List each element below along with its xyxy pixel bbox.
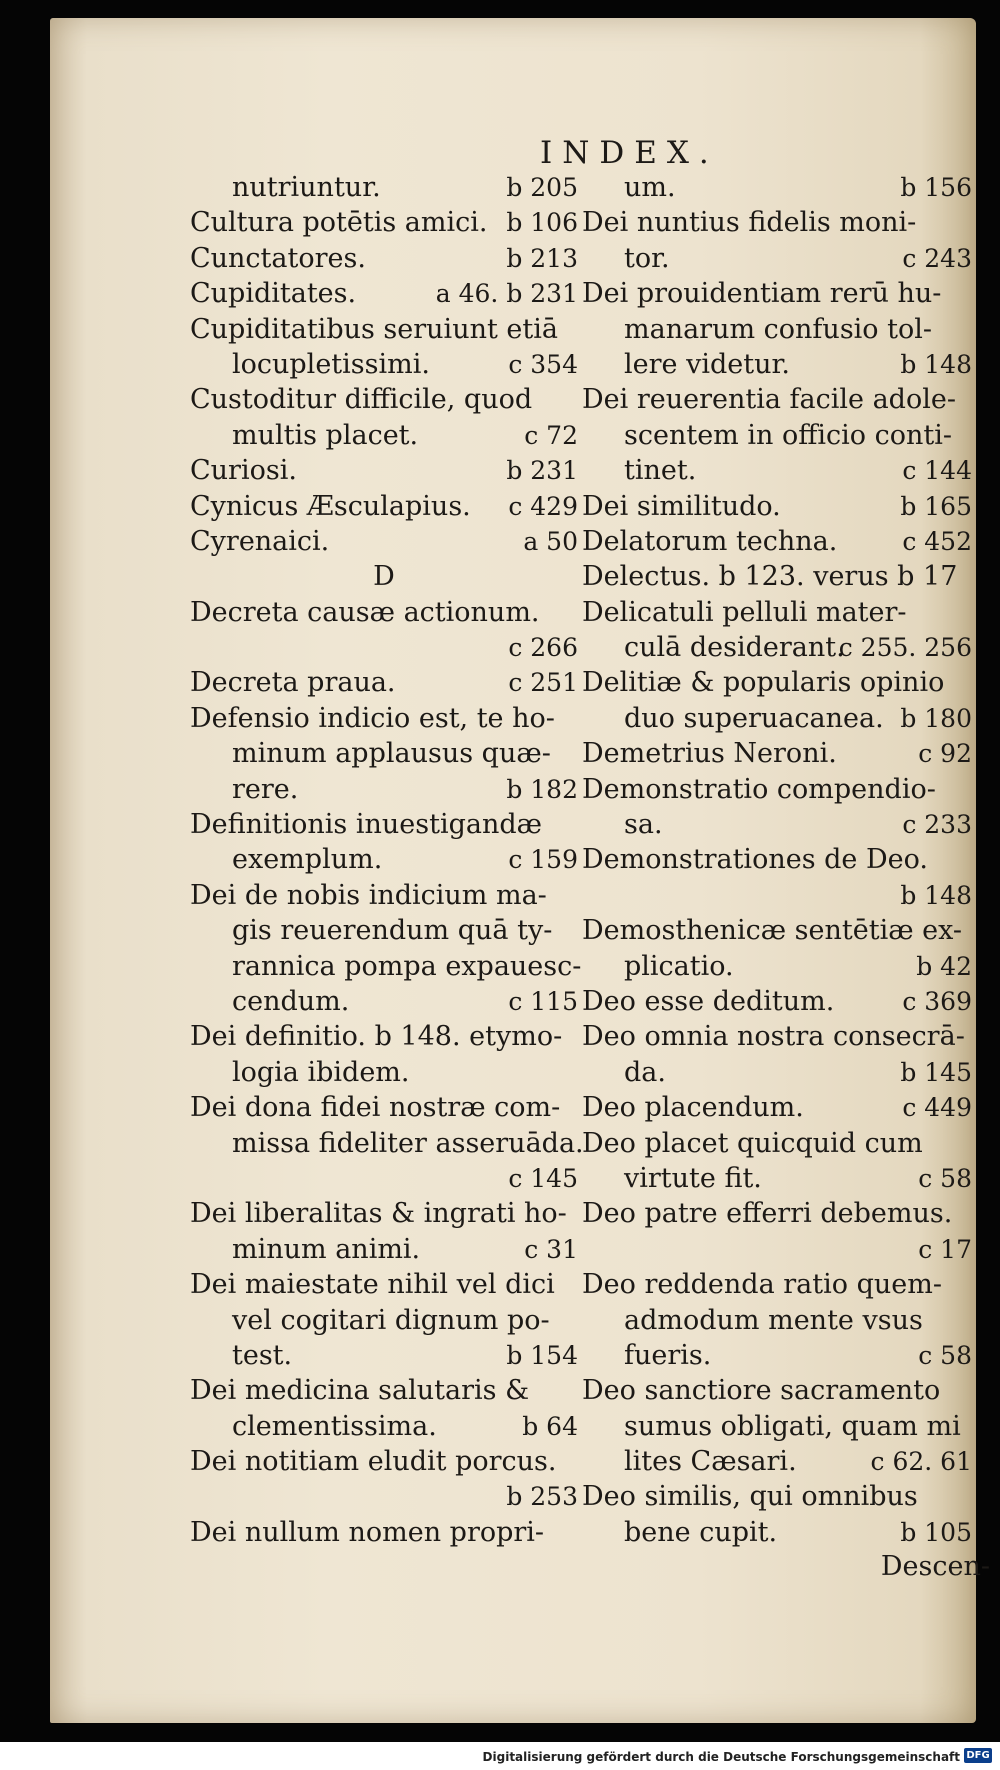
page-reference: c 449 [902,1093,972,1123]
index-line [582,701,972,736]
page-reference: c 452 [902,526,972,556]
page-reference: b 154 [506,1340,578,1370]
index-entry-text: fueris. [624,1339,712,1371]
index-line [190,1232,578,1267]
index-entry-text: sa. [624,809,663,841]
index-line [582,418,972,453]
index-entry-text: Curiosi. [190,455,297,487]
page-reference: b 180 [900,703,972,733]
index-line [582,347,972,382]
index-entry-text: Cyrenaici. [190,525,330,557]
index-entry-text: minum animi. [232,1233,421,1265]
index-line [582,1196,972,1231]
index-entry-text: tor. [624,242,670,274]
index-entry-text: lites Cæsari. [624,1446,797,1478]
index-line [190,630,578,665]
index-line [190,170,578,205]
page-reference: b 205 [506,173,578,202]
index-line [190,1267,578,1302]
index-line [190,736,578,771]
index-line [582,276,972,311]
index-line [190,1373,578,1408]
page-reference: c 115 [508,986,578,1016]
index-line [190,878,578,913]
page-reference: c 92 [918,739,972,769]
index-entry-text: plicatio. [624,950,734,982]
index-entry-text: virtute fit. [624,1162,762,1194]
page-reference: b 182 [506,774,578,804]
index-entry-text: Dei similitudo. [582,490,781,522]
index-line [582,1161,972,1196]
page-reference: c 58 [918,1340,972,1370]
page-reference: c 31 [524,1234,578,1264]
page-reference: c 369 [902,986,972,1016]
index-line [582,1055,972,1090]
index-line [582,772,972,807]
page-reference: b 165 [900,491,972,521]
index-entry-text: rannica pompa expauesc- [232,950,582,982]
index-line [582,807,972,842]
index-line [582,630,972,665]
page-reference: c 159 [508,845,578,875]
index-line [190,701,578,736]
index-entry-text: Dei medicina salutaris & [190,1375,530,1407]
index-line [582,382,972,417]
index-entry-text: Delicatuli pelluli mater- [582,596,907,628]
page-reference: c 251 [508,668,578,698]
catchword: Descen- [880,1551,990,1582]
index-line [190,205,578,240]
index-line [582,559,972,594]
page-reference: b 156 [900,173,972,202]
index-line [190,913,578,948]
index-entry-text: rere. [232,773,299,805]
page-reference: c 72 [524,420,578,450]
index-line [190,1338,578,1373]
index-line [190,524,578,559]
index-entry-text: um. [624,172,676,203]
index-entry-text: vel cogitari dignum po- [232,1304,550,1336]
index-line [190,347,578,382]
index-entry-text: Deo placet quicquid cum [582,1127,923,1159]
index-entry-text: Delectus. b 123. verus b 17 [582,561,958,593]
index-line [190,595,578,630]
page-reference: c 354 [508,349,578,379]
index-entry-text: scentem in officio conti- [624,419,953,451]
index-entry-text: Cupiditates. [190,278,357,310]
page-reference: c 17 [918,1234,972,1264]
page-reference: b 148 [900,349,972,379]
index-line [582,1232,972,1267]
index-entry-text: Dei definitio. b 148. etymo- [190,1021,563,1053]
index-line [582,524,972,559]
index-entry-text: Demosthenicæ sentētiæ ex- [582,915,963,947]
index-entry-text: duo superuacanea. [624,702,884,734]
index-entry-text: sumus obligati, quam mi [624,1410,961,1442]
index-entry-text: Deo similis, qui omnibus [582,1481,918,1513]
index-entry-text: bene cupit. [624,1516,778,1548]
page-reference: b 231 [506,456,578,486]
index-entry-text: Dei prouidentiam rerū hu- [582,278,942,310]
page-reference: b 213 [506,243,578,273]
index-line [190,1479,578,1514]
index-entry-text: Decreta causæ actionum. [190,596,540,628]
index-entry-text: Dei de nobis indicium ma- [190,879,547,911]
page-reference: a 46. b 231 [435,279,578,309]
index-line [582,241,972,276]
index-line [190,1126,584,1161]
footer-credit: Digitalisierung gefördert durch die Deutsche Forschungsgemeinschaft [482,1750,960,1764]
index-line [582,453,972,488]
index-entry-text: Deo placendum. [582,1092,804,1124]
page-reference: b 105 [900,1517,972,1547]
index-entry-text: Dei nullum nomen propri- [190,1516,545,1548]
page-reference: c 233 [902,810,972,840]
index-entry-text: Custoditur difficile, quod [190,384,533,416]
index-entry-text: admodum mente vsus [624,1304,923,1336]
index-line [582,1409,972,1444]
index-line [190,382,578,417]
index-line [582,1090,972,1125]
index-line [190,453,578,488]
index-line [582,1479,972,1514]
index-entry-text: Dei dona fidei nostræ com- [190,1092,561,1124]
index-line [190,1444,578,1479]
index-entry-text: tinet. [624,455,697,487]
index-entry-text: Dei maiestate nihil vel dici [190,1269,555,1301]
index-line [582,595,972,630]
index-line [190,772,578,807]
index-line [190,1196,578,1231]
index-entry-text: Deo patre efferri debemus. [582,1198,953,1230]
section-letter [190,559,578,594]
page-reference: b 253 [506,1482,578,1512]
index-line [582,1303,972,1338]
index-column-left [190,170,584,1550]
index-line [582,1444,972,1479]
index-entry-text: Dei reuerentia facile adole- [582,384,956,416]
index-entry-text: Dei nuntius fidelis moni- [582,207,917,239]
index-entry-text: logia ibidem. [232,1056,410,1088]
page-reference: a 50 [523,526,578,556]
index-entry-text: locupletissimi. [232,348,430,380]
index-entry-text: clementissima. [232,1410,437,1442]
index-line [582,984,972,1019]
page-reference: c 58 [918,1163,972,1193]
index-entry-text: manarum confusio tol- [624,313,933,345]
index-entry-text: Delatorum techna. [582,525,838,557]
index-line [190,1161,578,1196]
index-line [190,489,578,524]
page-reference: c 144 [902,456,972,486]
index-entry-text: Decreta praua. [190,667,396,699]
index-entry-text: Demonstratio compendio- [582,773,936,805]
index-line [582,489,972,524]
index-line [582,736,972,771]
index-line [582,1019,972,1054]
index-entry-text: Deo esse deditum. [582,985,835,1017]
index-line [582,1126,972,1161]
index-line [582,878,972,913]
index-line [190,949,582,984]
index-entry-text: minum applausus quæ- [232,738,551,770]
index-entry-text: Demetrius Neroni. [582,738,837,770]
index-line [190,1055,578,1090]
index-line [190,312,578,347]
index-entry-text: Defensio indicio est, te ho- [190,702,555,734]
index-entry-text: Definitionis inuestigandæ [190,809,543,841]
index-entry-text: cendum. [232,985,350,1017]
index-entry-text: multis placet. [232,419,419,451]
index-entry-text: Deo reddenda ratio quem- [582,1269,942,1301]
index-line [582,1515,972,1550]
index-column-right [582,170,972,1550]
index-line [582,665,972,700]
page-reference: b 42 [916,951,972,981]
index-entry-text: gis reuerendum quā ty- [232,915,553,947]
index-line [190,665,578,700]
index-line [190,1090,578,1125]
index-line [190,1515,578,1550]
page-reference: b 64 [522,1411,578,1441]
page-reference: c 429 [508,491,578,521]
index-line [582,1373,972,1408]
index-line [582,949,972,984]
index-entry-text: Cupiditatibus seruiunt etiā [190,313,558,345]
index-entry-text: exemplum. [232,844,383,876]
index-line [190,1019,578,1054]
index-line [190,1303,578,1338]
index-entry-text: D [373,561,395,593]
index-line [582,1338,972,1373]
index-entry-text: Dei liberalitas & ingrati ho- [190,1198,567,1230]
index-line [190,418,578,453]
index-line [190,241,578,276]
page-reference: c 255. 256 [838,633,972,663]
page-reference: c 145 [508,1163,578,1193]
running-head: INDEX. [540,135,719,171]
footer-strip [0,1742,1000,1770]
index-line [582,312,972,347]
index-line [582,842,972,877]
page-reference: b 145 [900,1057,972,1087]
index-entry-text: Dei notitiam eludit porcus. [190,1446,557,1478]
index-line [190,842,578,877]
index-line [190,1409,578,1444]
index-entry-text: Deo omnia nostra consecrā- [582,1021,965,1053]
index-line [582,205,972,240]
index-entry-text: da. [624,1056,666,1088]
page-reference: b 106 [506,208,578,238]
index-entry-text: nutriuntur. [232,172,381,203]
page-reference: c 62. 61 [870,1447,972,1477]
index-entry-text: missa fideliter asseruāda. [232,1127,584,1159]
index-line [582,1267,972,1302]
index-entry-text: Cynicus Æsculapius. [190,490,471,522]
index-entry-text: Cultura potētis amici. [190,207,488,239]
index-line [190,807,578,842]
page-reference: b 148 [900,880,972,910]
index-entry-text: test. [232,1339,293,1371]
index-entry-text: Deo sanctiore sacramento [582,1375,941,1407]
dfg-logo: DFG [964,1748,992,1763]
index-entry-text: Delitiæ & popularis opinio [582,667,945,699]
index-entry-text: lere videtur. [624,348,790,380]
index-entry-text: Demonstrationes de Deo. [582,844,928,876]
index-entry-text: culā desiderant. [624,632,845,664]
page-reference: c 266 [508,633,578,663]
index-line [582,913,972,948]
page-reference: c 243 [902,243,972,273]
index-line [190,984,578,1019]
index-entry-text: Cunctatores. [190,242,366,274]
index-line [190,276,578,311]
index-line [582,170,972,205]
